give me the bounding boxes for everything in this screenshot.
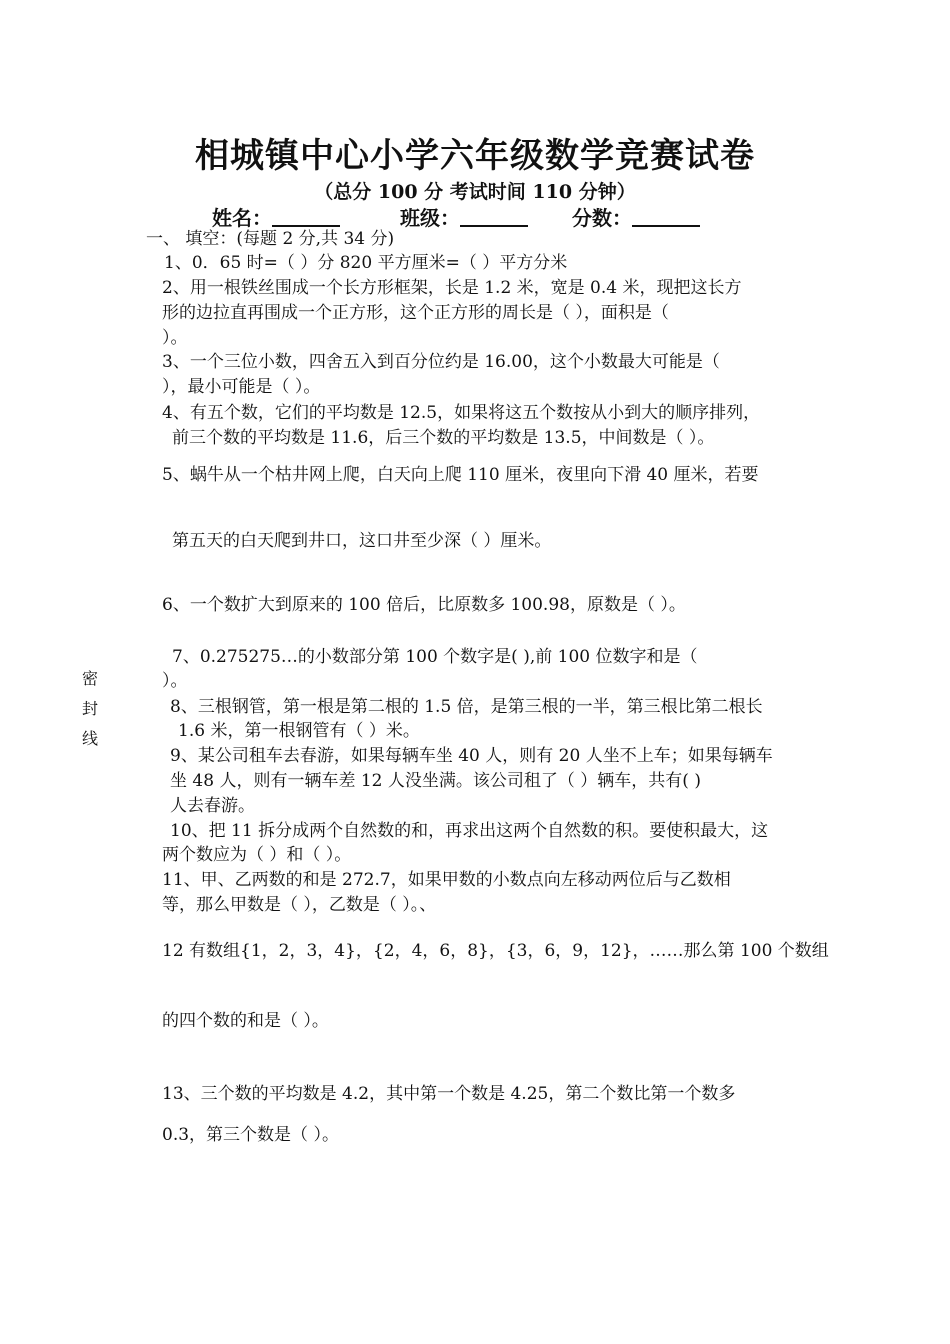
question-line: 6、一个数扩大到原来的 100 倍后，比原数多 100.98，原数是（ ）。: [162, 595, 686, 615]
question-line: 1、0．65 时=（ ）分 820 平方厘米=（ ）平方分米: [164, 253, 568, 273]
name-field: [212, 202, 340, 231]
question-line: 10、把 11 拆分成两个自然数的和，再求出这两个自然数的积。要使积最大，这: [170, 821, 769, 841]
question-line: 等，那么甲数是（ ），乙数是（ ）。、: [162, 895, 437, 915]
question-line: 9、某公司租车去春游，如果每辆车坐 40 人，则有 20 人坐不上车；如果每辆车: [170, 746, 773, 766]
class-field: [400, 202, 528, 231]
question-line: 13、三个数的平均数是 4.2，其中第一个数是 4.25，第二个数比第一个数多: [162, 1084, 736, 1104]
name-label: 姓名：: [212, 206, 272, 230]
score-blank: [632, 207, 700, 227]
question-line: 的四个数的和是（ ）。: [162, 1011, 329, 1031]
question-line: ）。: [162, 328, 188, 348]
seal-char: 封: [81, 699, 98, 718]
class-blank: [460, 207, 528, 227]
question-line: 形的边拉直再围成一个正方形，这个正方形的周长是（ ），面积是（: [162, 303, 669, 323]
section-heading: 一、 填空：(每题 2 分,共 34 分): [146, 229, 395, 249]
question-line: 7、0.275275…的小数部分第 100 个数字是( ),前 100 位数字和是（: [172, 647, 698, 667]
question-line: 前三个数的平均数是 11.6，后三个数的平均数是 13.5，中间数是（ ）。: [172, 428, 715, 448]
question-line: 人去春游。: [170, 796, 255, 816]
question-line: 第五天的白天爬到井口，这口井至少深（ ）厘米。: [172, 531, 552, 551]
question-line: 0.3，第三个数是（ ）。: [162, 1125, 339, 1145]
question-line: 11、甲、乙两数的和是 272.7，如果甲数的小数点向左移动两位后与乙数相: [162, 870, 731, 890]
seal-char: 密: [81, 669, 98, 688]
question-line: 4、有五个数，它们的平均数是 12.5，如果将这五个数按从小到大的顺序排列，: [162, 403, 761, 423]
question-line: 1.6 米，第一根钢管有（ ）米。: [178, 721, 420, 741]
seal-char: 线: [81, 729, 98, 748]
question-line: 3、一个三位小数，四舍五入到百分位约是 16.00，这个小数最大可能是（: [162, 352, 720, 372]
question-line: 2、用一根铁丝围成一个长方形框架，长是 1.2 米，宽是 0.4 米，现把这长方: [162, 278, 742, 298]
question-line: ）。: [162, 671, 188, 691]
question-line: 5、蜗牛从一个枯井网上爬，白天向上爬 110 厘米，夜里向下滑 40 厘米，若要: [162, 465, 759, 485]
question-line: 8、三根钢管，第一根是第二根的 1.5 倍，是第三根的一半，第三根比第二根长: [170, 697, 763, 717]
page-subtitle: （总分 100 分 考试时间 110 分钟）: [314, 181, 636, 203]
question-line: ），最小可能是（ ）。: [162, 377, 321, 397]
name-blank: [272, 207, 340, 227]
page-title: 相城镇中心小学六年级数学竞赛试卷: [195, 136, 755, 176]
question-line: 两个数应为（ ）和（ ）。: [162, 845, 352, 865]
question-line: 坐 48 人，则有一辆车差 12 人没坐满。该公司租了（ ）辆车，共有( ): [170, 771, 701, 791]
score-label: 分数：: [572, 206, 632, 230]
score-field: [572, 202, 700, 231]
question-line: 12 有数组{1，2，3，4}，{2，4，6，8}，{3，6，9，12}，……那么第 100 个数组: [162, 941, 829, 961]
class-label: 班级：: [400, 206, 460, 230]
seal-line: [80, 664, 100, 754]
